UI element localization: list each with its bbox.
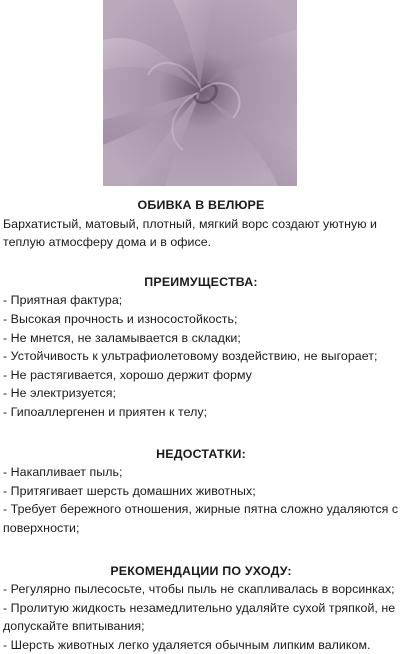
disadvantages-list xyxy=(3,463,399,537)
product-description xyxy=(3,196,399,654)
list-item: - Пролитую жидкость незамедлительно удаляйте сухой тряпкой, не допускайте впитывания; xyxy=(3,600,396,634)
list-item: - Шерсть животных легко удаляется обычным липким валиком. xyxy=(3,637,371,652)
list-item: - Требует бережного отношения, жирные пятна сложно удаляются с поверхности; xyxy=(3,502,399,535)
list-item: - Накапливает пыль; xyxy=(3,465,123,480)
section-heading-intro: ОБИВКА В ВЕЛЮРЕ xyxy=(137,198,265,212)
advantages-list xyxy=(3,291,399,421)
section-heading-care: РЕКОМЕНДАЦИИ ПО УХОДУ: xyxy=(110,563,292,578)
fabric-photo xyxy=(103,0,297,186)
list-item: - Высокая прочность и износостойкость; xyxy=(3,311,238,326)
list-item: - Устойчивость к ультрафиолетовому воздействию, не выгорает; xyxy=(3,349,378,364)
list-item: - Гипоаллергенен и приятен к телу; xyxy=(3,404,208,419)
list-item: - Не мнется, не заламывается в складки; xyxy=(3,330,241,345)
section-heading-advantages: ПРЕИМУЩЕСТВА: xyxy=(144,274,258,289)
section-heading-disadvantages: НЕДОСТАТКИ: xyxy=(156,446,246,461)
care-list xyxy=(3,580,399,654)
list-item: - Не растягивается, хорошо держит форму xyxy=(3,367,252,382)
intro-text: Бархатистый, матовый, плотный, мягкий ворс создают уютную и теплую атмосферу дома и в офисе. xyxy=(3,216,378,250)
list-item: - Регулярно пылесосьте, чтобы пыль не скапливалась в ворсинках; xyxy=(3,582,395,597)
list-item: - Не электризуется; xyxy=(3,386,116,401)
fabric-swirl-image xyxy=(103,0,297,186)
list-item: - Притягивает шерсть домашних животных; xyxy=(3,483,256,498)
list-item: - Приятная фактура; xyxy=(3,293,123,308)
